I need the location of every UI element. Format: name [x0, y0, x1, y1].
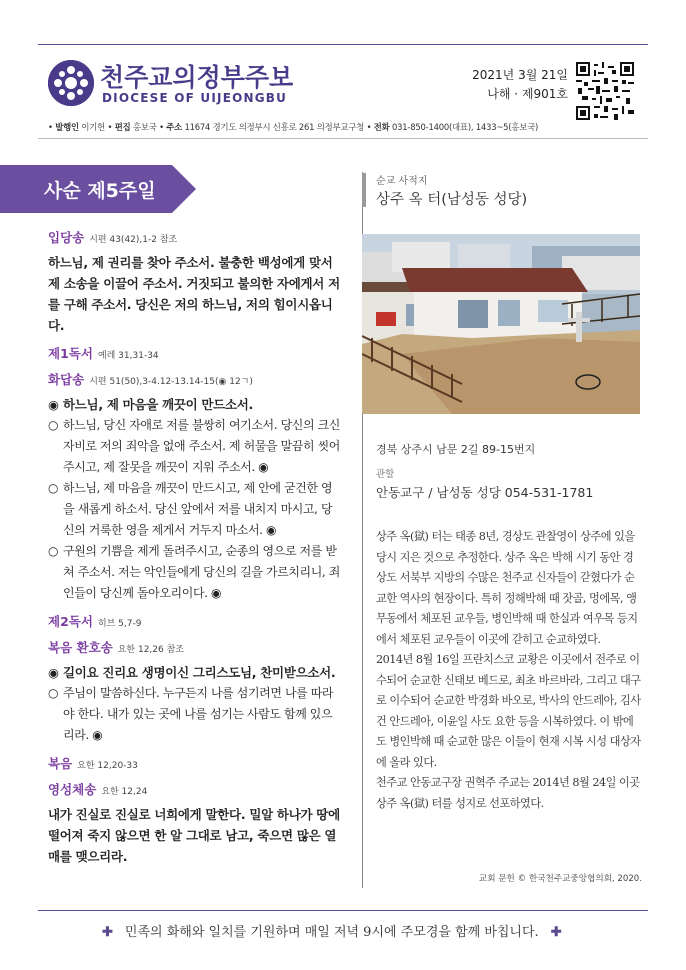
response-mark-icon: ◉: [48, 397, 59, 412]
communion-antiphon-text: 내가 진실로 진실로 너희에게 말한다. 밀알 하나가 땅에 떨어져 죽지 않으면 한 알 그대로 남고, 죽으면 많은 열매를 맺으리라.: [48, 807, 340, 864]
masthead-subtitle: DIOCESE OF UIJEONGBU: [102, 91, 288, 105]
body-paragraph: 2014년 8월 16일 프란치스코 교황은 이곳에서 전주로 이수되어 순교한 신태보 베드로, 최초 바르바라, 그리고 대구로 이수되어 순교한 박경화 바오로, 박사의 안드레아, 김사건 안드레아, 이윤일 사도 요한 등을 시복하였다. 이 밖에도 병인박해 때 순교한 많은 이들이 현재 시복 시성 대상자에 올라 있다.: [376, 653, 641, 769]
verse-mark-icon: ○: [48, 544, 59, 558]
gospel-acclamation-heading: 복음 환호송 요한 12,26 참조: [48, 640, 184, 655]
pilgrimage-kicker: 순교 사적지: [376, 176, 428, 187]
pilgrimage-body: [376, 527, 642, 814]
qr-code-icon[interactable]: [576, 62, 634, 120]
gospel-acclamation-verse: ○ 주님이 말씀하신다. 누구든지 나를 섬기려면 나를 따라야 한다. 내가 있는 곳에 나를 섬기는 사람도 함께 있으리라. ◉: [48, 683, 342, 746]
meta-rule: [38, 138, 648, 139]
psalm-heading: 화답송 시편 51(50),3-4.12-13.14-15(◉ 12ㄱ): [48, 372, 253, 387]
pilgrimage-title: 상주 옥 터(남성동 성당): [376, 192, 528, 208]
communion-antiphon-heading: 영성체송 요한 12,24: [48, 782, 148, 797]
top-rule: [38, 44, 648, 45]
diocese-logo-icon: [48, 60, 94, 106]
publication-info: • 발행인 이기헌 • 편집 홍보국 • 주소 11674 경기도 의정부시 신흥로 261 의정부교구청 • 전화 031-850-1400(대표), 1433~5(홍보국): [48, 122, 539, 132]
verse-mark-icon: ○: [48, 686, 59, 700]
psalm-verse: ○ 하느님, 제 마음을 깨끗이 만드시고, 제 안에 굳건한 영을 새롭게 하소서. 당신 앞에서 저를 내치지 마시고, 당신의 거룩한 영을 제게서 거두지 마소서. ◉: [48, 478, 342, 541]
sunday-banner: [0, 165, 196, 213]
response-mark-icon: ◉: [48, 665, 59, 680]
psalm-verse: ○ 구원의 기쁨을 제게 돌려주시고, 순종의 영으로 저를 받쳐 주소서. 저는 악인들에게 당신의 길을 가르치리니, 죄인들이 당신께 돌아오리이다. ◉: [48, 541, 342, 604]
liturgy-column: [48, 228, 342, 867]
psalm-verse: ○ 하느님, 당신 자애로 저를 불쌍히 여기소서. 당신의 크신 자비로 저의 죄악을 없애 주소서. 제 허물을 말끔히 씻어 주시고, 제 잘못을 깨끗이 지워 주소서. ◉: [48, 415, 342, 478]
cross-icon: ✚: [102, 925, 113, 940]
entrance-antiphon-heading: 입당송 시편 43(42),1-2 참조: [48, 230, 178, 245]
body-paragraph: 천주교 안동교구장 권혁주 주교는 2014년 8월 24일 이곳 상주 옥(獄) 터를 성지로 선포하였다.: [376, 776, 640, 810]
issue-date: 2021년 3월 21일: [472, 68, 568, 82]
verse-mark-icon: ○: [48, 481, 59, 495]
jurisdiction-value: 안동교구 / 남성동 성당 054-531-1781: [376, 485, 594, 500]
issue-number: 나해 · 제901호: [487, 87, 568, 101]
verse-mark-icon: ○: [48, 418, 59, 432]
bottom-rule: [38, 910, 648, 911]
body-paragraph: 상주 옥(獄) 터는 태종 8년, 경상도 관찰영이 상주에 있을 당시 지은 것으로 추정한다. 상주 옥은 박해 시기 동안 경상도 서북부 지방의 수많은 천주교 신자들이 갇혔다가 순교한 역사의 현장이다. 특히 정해박해 때 잣골, 멍에목, 앵무동에서 체포된 교우들, 병인박해 때 한실과 여우목 등지에서 체포된 교우들이 이곳에 갇히고 순교하였다.: [376, 530, 638, 646]
gospel-acclamation-response: ◉ 길이요 진리요 생명이신 그리스도님, 찬미받으소서.: [48, 662, 342, 683]
pilgrimage-site-photo: [362, 234, 640, 414]
cross-icon: ✚: [550, 925, 562, 940]
pilgrimage-address: 경북 상주시 남문 2길 89-15번지: [376, 443, 536, 456]
sunday-title: 사순 제5주일: [44, 180, 156, 202]
psalm-response: ◉ 하느님, 제 마음을 깨끗이 만드소서.: [48, 394, 342, 415]
jurisdiction-label: 관할: [376, 469, 395, 480]
first-reading-heading: 제1독서 예레 31,31-34: [48, 346, 159, 361]
footer-prayer: [90, 921, 574, 940]
second-reading-heading: 제2독서 히브 5,7-9: [48, 614, 142, 629]
entrance-antiphon-text: 하느님, 제 권리를 찾아 주소서. 불충한 백성에게 맞서 제 소송을 이끌어 주소서. 거짓되고 불의한 자에게서 저를 구해 주소서. 당신은 저의 하느님, 저의 힘이시옵니다.: [48, 255, 340, 333]
footer-text: 민족의 화해와 일치를 기원하며 매일 저녁 9시에 주모경을 함께 바칩니다.: [124, 925, 539, 940]
kicker-bar: [362, 173, 366, 207]
copyright-credit: 교회 문헌 © 한국천주교중앙협의회, 2020.: [478, 874, 642, 884]
masthead-title: 천주교의정부주보: [100, 63, 294, 92]
gospel-heading: 복음 요한 12,20-33: [48, 756, 138, 771]
